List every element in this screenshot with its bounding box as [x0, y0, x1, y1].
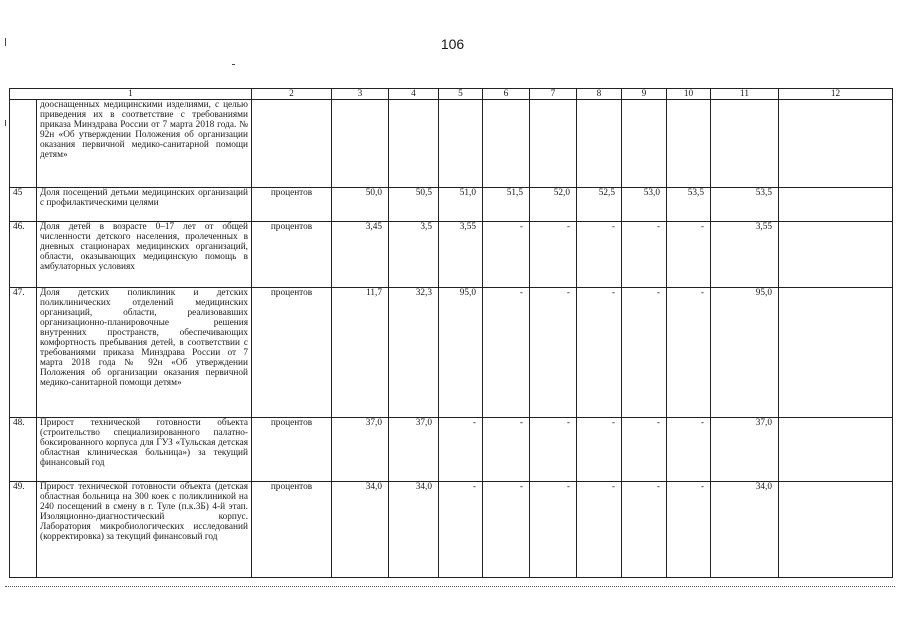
value-cell: 51,5: [483, 188, 530, 222]
value-cell: 3,55: [711, 222, 779, 288]
value-cell: 11,7: [332, 288, 389, 418]
value-cell: -: [622, 482, 667, 578]
margin-mark: [5, 38, 6, 46]
unit-cell: процентов: [252, 222, 332, 288]
table-header-row: [10, 89, 893, 100]
row-number: 49.: [10, 482, 37, 578]
extra-cell: [779, 222, 893, 288]
value-cell: 51,0: [439, 188, 483, 222]
value-cell: 34,0: [332, 482, 389, 578]
value-cell: -: [622, 288, 667, 418]
header-cell: 3: [332, 89, 389, 100]
value-cell: -: [622, 222, 667, 288]
header-cell: 4: [389, 89, 439, 100]
table-row: [10, 482, 893, 578]
value-cell: -: [667, 482, 711, 578]
unit-cell: процентов: [252, 188, 332, 222]
value-cell: 3,45: [332, 222, 389, 288]
extra-cell: [779, 288, 893, 418]
table-row: [10, 418, 893, 482]
value-cell: 34,0: [711, 482, 779, 578]
extra-cell: [779, 482, 893, 578]
margin-mark: [232, 64, 235, 65]
unit-cell: процентов: [252, 288, 332, 418]
value-cell: [483, 100, 530, 188]
value-cell: [332, 100, 389, 188]
value-cell: -: [667, 288, 711, 418]
value-cell: -: [622, 418, 667, 482]
indicator-name: Доля посещений детьми медицинских организаций с профилактическими целями: [37, 188, 252, 222]
table-row: [10, 222, 893, 288]
value-cell: -: [530, 222, 577, 288]
row-number: [10, 100, 37, 188]
value-cell: -: [577, 288, 622, 418]
value-cell: 53,5: [667, 188, 711, 222]
extra-cell: [779, 418, 893, 482]
margin-mark: [5, 120, 6, 126]
value-cell: [530, 100, 577, 188]
value-cell: 34,0: [389, 482, 439, 578]
value-cell: -: [667, 222, 711, 288]
value-cell: 95,0: [439, 288, 483, 418]
value-cell: 53,5: [711, 188, 779, 222]
table-row: [10, 188, 893, 222]
value-cell: -: [483, 482, 530, 578]
value-cell: 37,0: [711, 418, 779, 482]
value-cell: -: [483, 288, 530, 418]
header-cell: 6: [483, 89, 530, 100]
value-cell: 50,0: [332, 188, 389, 222]
value-cell: -: [483, 222, 530, 288]
value-cell: -: [577, 222, 622, 288]
value-cell: [711, 100, 779, 188]
value-cell: [577, 100, 622, 188]
header-cell: 11: [711, 89, 779, 100]
indicator-name: дооснащенных медицинскими изделиями, с целью приведения их в соответствие с требованиями приказа Минздрава России от 7 марта 2018 года. № 92н «Об утверждении Положения об организации оказания первичной медико-санитарной помощи детям»: [37, 100, 252, 188]
value-cell: -: [577, 482, 622, 578]
row-number: 46.: [10, 222, 37, 288]
value-cell: 50,5: [389, 188, 439, 222]
page-number: 106: [440, 36, 465, 52]
value-cell: -: [439, 418, 483, 482]
value-cell: 32,3: [389, 288, 439, 418]
value-cell: -: [439, 482, 483, 578]
indicator-name: Доля детских поликлиник и детских поликлинических отделений медицинских организаций, области, реализовавших организационно-планировочные решения внутренних пространств, обеспечивающих комфортность пребывания детей, в соответствии с требованиями приказа Минздрава России от 7 марта 2018 года № 92н «Об утверждении Положения об организации оказания первичной медико-санитарной помощи детям»: [37, 288, 252, 418]
value-cell: [622, 100, 667, 188]
header-cell: 9: [622, 89, 667, 100]
header-cell: 7: [530, 89, 577, 100]
indicator-name: Прирост технической готовности объекта (детская областная больница на 300 коек с поликлиникой на 240 посещений в смену в г. Туле (п.к.3Б) 4-й этап. Изоляционно-диагностический корпус. Лаборатория микробиологических исследований (корректировка) за текущий финансовый год: [37, 482, 252, 578]
value-cell: 95,0: [711, 288, 779, 418]
extra-cell: [779, 100, 893, 188]
unit-cell: процентов: [252, 418, 332, 482]
indicator-name: Доля детей в возрасте 0–17 лет от общей численности детского населения, пролеченных в дневных стационарах медицинских организаций, области, оказывающих медицинскую помощь в амбулаторных условиях: [37, 222, 252, 288]
value-cell: -: [577, 418, 622, 482]
value-cell: 53,0: [622, 188, 667, 222]
value-cell: -: [667, 418, 711, 482]
row-number: 45: [10, 188, 37, 222]
value-cell: -: [530, 482, 577, 578]
value-cell: 52,5: [577, 188, 622, 222]
extra-cell: [779, 188, 893, 222]
indicators-table: [9, 88, 893, 578]
value-cell: 37,0: [332, 418, 389, 482]
header-cell: 1: [10, 89, 252, 100]
value-cell: -: [530, 288, 577, 418]
unit-cell: [252, 100, 332, 188]
row-number: 47.: [10, 288, 37, 418]
row-number: 48.: [10, 418, 37, 482]
value-cell: 37,0: [389, 418, 439, 482]
value-cell: -: [483, 418, 530, 482]
value-cell: 52,0: [530, 188, 577, 222]
value-cell: [667, 100, 711, 188]
value-cell: [439, 100, 483, 188]
header-cell: 5: [439, 89, 483, 100]
value-cell: 3,5: [389, 222, 439, 288]
table-row: [10, 288, 893, 418]
value-cell: -: [530, 418, 577, 482]
header-cell: 12: [779, 89, 893, 100]
table-row: [10, 100, 893, 188]
value-cell: [389, 100, 439, 188]
header-cell: 10: [667, 89, 711, 100]
bottom-dotted-line: [5, 586, 895, 587]
unit-cell: процентов: [252, 482, 332, 578]
header-cell: 2: [252, 89, 332, 100]
value-cell: 3,55: [439, 222, 483, 288]
header-cell: 8: [577, 89, 622, 100]
indicator-name: Прирост технической готовности объекта (строительство специализированного палатно-боксированного корпуса для ГУЗ «Тульская детская областная клиническая больница») за текущий финансовый год: [37, 418, 252, 482]
